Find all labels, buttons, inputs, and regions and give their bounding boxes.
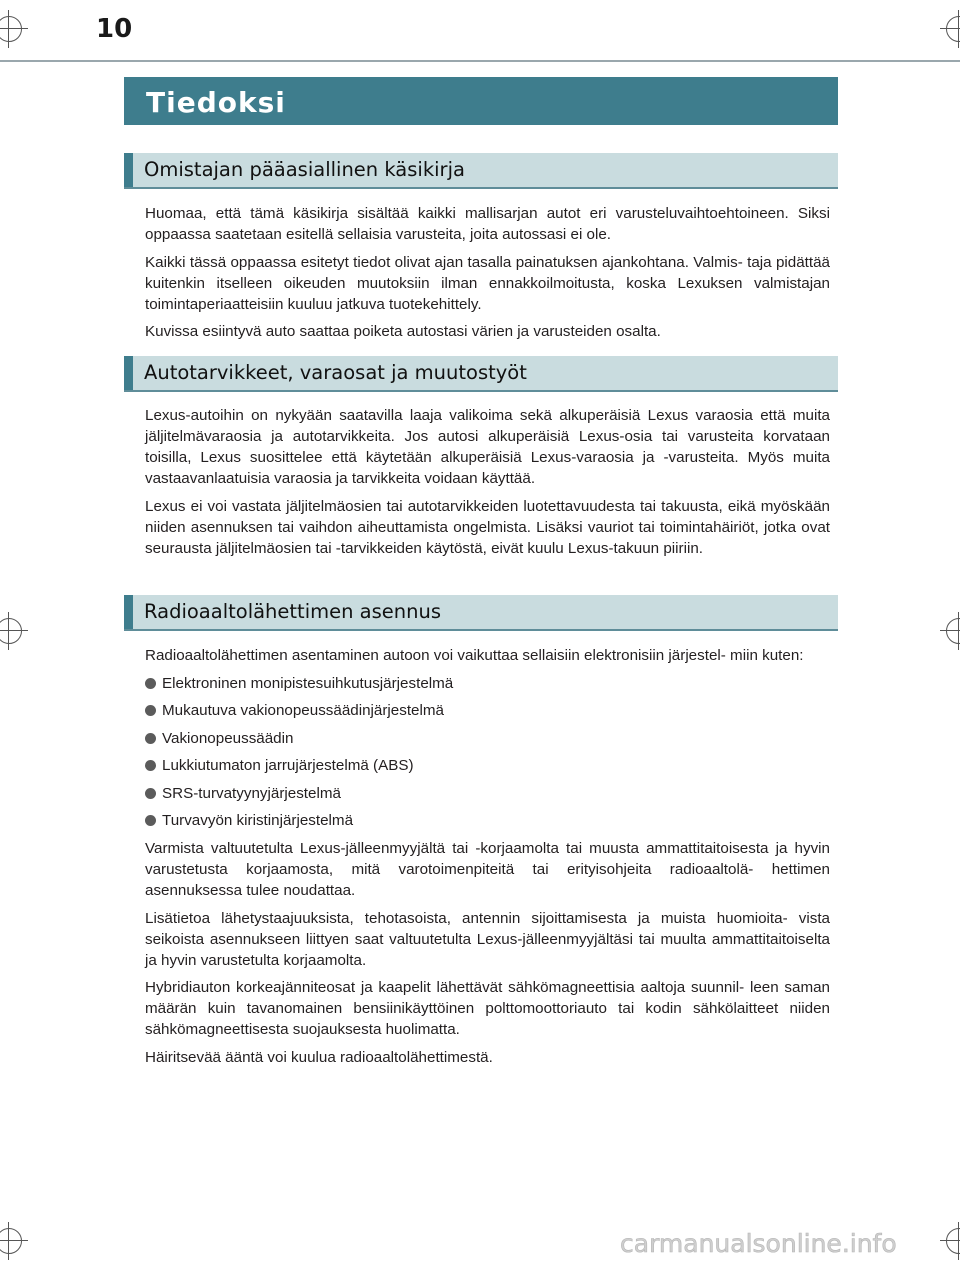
registration-mark-icon [0, 16, 22, 42]
section-header-radio-transmitter [124, 595, 838, 631]
paragraph: Lexus-autoihin on nykyään saatavilla laaja valikoima sekä alkuperäisiä Lexus varaosia että muita jäljitelmävaraosia ja autotarvikkeita. Jos autosi alkuperäisiä Lexus-osia tai varusteita korvataan toisilla, Lexus suosittelee että käytetään alkuperäisiä Lexus-varaosia ja -varusteita. Myös muita vastaavanlaatuisia varaosia ja tarvikkeita voidaan käyttää. [145, 407, 830, 487]
list-item [145, 810, 830, 831]
registration-mark-icon [0, 1228, 22, 1254]
section-header-owners-manual [124, 153, 838, 189]
section-body-radio-transmitter [145, 645, 830, 1074]
list-item [145, 755, 830, 776]
registration-mark-icon [0, 618, 22, 644]
list-item-label: Vakionopeussäädin [162, 729, 294, 747]
list-item-label: Mukautuva vakionopeussäädinjärjestelmä [162, 702, 444, 719]
page-number: 10 [96, 14, 133, 44]
bullet-list [145, 673, 830, 832]
bullet-icon [145, 788, 156, 799]
list-item-label: SRS-turvatyynyjärjestelmä [162, 784, 341, 802]
paragraph: Kuvissa esiintyvä auto saattaa poiketa autostasi värien ja varusteiden osalta. [145, 323, 661, 340]
section-body-owners-manual [145, 203, 830, 349]
registration-mark-icon [946, 16, 960, 42]
section-title: Autotarvikkeet, varaosat ja muutostyöt [144, 361, 527, 384]
list-item [145, 700, 830, 721]
watermark-logo [620, 1226, 950, 1260]
list-item-label: Turvavyön kiristinjärjestelmä [162, 812, 354, 829]
bullet-icon [145, 760, 156, 771]
paragraph: Varmista valtuutetulta Lexus-jälleenmyyjältä tai -korjaamolta tai muusta ammattitaitoisesta ja hyvin varustetusta korjaamosta, mitä varotoimenpiteitä tai erityisohjeita radioaaltolä- hettimen asennuksessa tulee noudattaa. [145, 840, 830, 899]
page-title: Tiedoksi [146, 86, 286, 119]
main-title-bar [124, 77, 838, 125]
bullet-icon [145, 815, 156, 826]
list-item-label: Lukkiutumaton jarrujärjestelmä (ABS) [162, 757, 414, 774]
svg-text:carmanualsonline.info: carmanualsonline.info [620, 1229, 897, 1258]
section-title: Radioaaltolähettimen asennus [144, 600, 442, 623]
section-header-accessories [124, 356, 838, 392]
paragraph: Huomaa, että tämä käsikirja sisältää kaikki mallisarjan autot eri varusteluvaihtoehtoineen. Siksi oppaassa saatetaan esitellä sellaisia varusteita, joita autossasi ei ole. [145, 205, 830, 243]
bullet-icon [145, 678, 156, 689]
bullet-icon [145, 733, 156, 744]
section-title: Omistajan pääasiallinen käsikirja [144, 158, 465, 181]
top-divider [0, 60, 960, 62]
list-item [145, 728, 830, 749]
paragraph: Häiritsevää ääntä voi kuulua radioaaltolähettimestä. [145, 1048, 493, 1066]
list-item-label: Elektroninen monipistesuihkutusjärjestelmä [162, 674, 454, 692]
list-item [145, 673, 830, 694]
paragraph: Lisätietoa lähetystaajuuksista, tehotasoista, antennin sijoittamisesta ja muista huomioita- vista seikoista asennukseen liittyen saat valtuutetulta Lexus-jälleenmyyjältäsi tai muulta ammattitaitoiselta ja hyvin varustetulta korjaamolta. [145, 909, 830, 969]
paragraph: Lexus ei voi vastata jäljitelmäosien tai autotarvikkeiden luotettavuudesta tai takuusta, eikä myöskään niiden asennuksen tai vaihdon aiheuttamista ongelmista. Lisäksi vauriot tai toimintahäiriöt, jotka ovat seurausta jäljitelmäosien tai -tarvikkeiden käytöstä, eivät kuulu Lexus-takuun piiriin. [145, 497, 830, 557]
section-body-accessories [145, 405, 830, 565]
list-item [145, 783, 830, 804]
paragraph: Hybridiauton korkeajänniteosat ja kaapelit lähettävät sähkömagneettisia aaltoja suunnil- leen saman määrän kuin tavanomainen bensiinikäyttöinen polttomoottoriauto tai kodin sähkölaitteet niiden sähkömagneettisesta suojauksesta huolimatta. [145, 979, 830, 1038]
section-accent [124, 153, 133, 187]
paragraph: Kaikki tässä oppaassa esitetyt tiedot olivat ajan tasalla painatuksen ajankohtana. Valmis- taja pidättää kuitenkin itselleen oikeuden muutoksiin ilman ennakkoilmoitusta, koska Lexuksen valmistajan toimintaperiaatteisiin kuuluu jatkuva tuotekehittely. [145, 253, 830, 313]
section-accent [124, 356, 133, 390]
section-accent [124, 595, 133, 629]
bullet-icon [145, 705, 156, 716]
paragraph: Radioaaltolähettimen asentaminen autoon voi vaikuttaa sellaisiin elektronisiin järjestel- miin kuten: [145, 647, 804, 664]
registration-mark-icon [946, 618, 960, 644]
